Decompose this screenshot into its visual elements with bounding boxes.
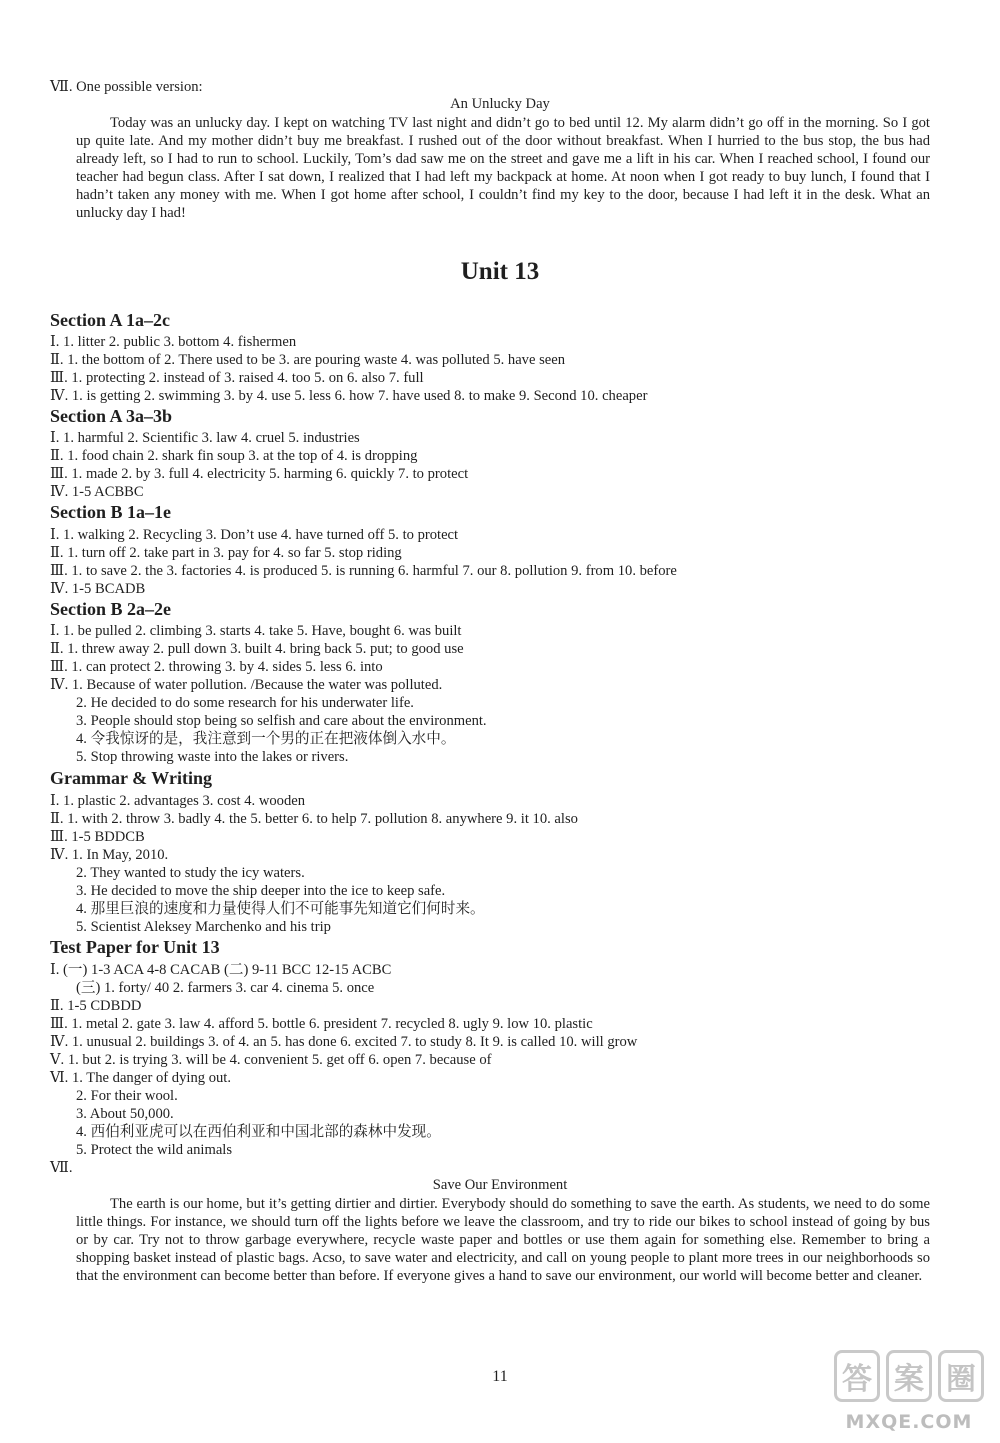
- section-title: Section B 2a–2e: [50, 599, 171, 619]
- answer-line: Ⅳ. 1. Because of water pollution. /Because the water was polluted.: [50, 677, 443, 693]
- answer-line: 3. He decided to move the ship deeper into the ice to keep safe.: [76, 883, 446, 899]
- essay-title-environment: Save Our Environment: [432, 1177, 568, 1193]
- page-number: 11: [492, 1368, 508, 1385]
- watermark-char: 圈: [938, 1350, 984, 1402]
- answer-line: Ⅲ. 1-5 BDDCB: [50, 829, 145, 845]
- answer-line: Ⅰ. 1. walking 2. Recycling 3. Don’t use 4. have turned off 5. to protect: [50, 527, 459, 543]
- answer-line: Ⅲ. 1. to save 2. the 3. factories 4. is produced 5. is running 6. harmful 7. our 8. pollution 9. from 10. before: [50, 563, 677, 579]
- answer-line: 5. Protect the wild animals: [76, 1142, 233, 1158]
- answer-line: Ⅰ. (一) 1-3 ACA 4-8 CACAB (二) 9-11 BCC 12-15 ACBC: [50, 962, 392, 978]
- answer-line: 4. 那里巨浪的速度和力量使得人们不可能事先知道它们何时来。: [76, 901, 485, 917]
- answer-line: Ⅲ. 1. protecting 2. instead of 3. raised 4. too 5. on 6. also 7. full: [50, 370, 424, 386]
- watermark-char: 案: [886, 1350, 932, 1402]
- answer-line: 5. Stop throwing waste into the lakes or rivers.: [76, 749, 349, 765]
- unit-title: Unit 13: [460, 258, 540, 285]
- section-title: Section B 1a–1e: [50, 502, 171, 522]
- answer-line: 4. 西伯利亚虎可以在西伯利亚和中国北部的森林中发现。: [76, 1124, 441, 1140]
- answer-line: Ⅲ. 1. can protect 2. throwing 3. by 4. sides 5. less 6. into: [50, 659, 383, 675]
- answer-label-vii: Ⅶ.: [50, 1160, 73, 1176]
- answer-line: Ⅱ. 1. food chain 2. shark fin soup 3. at the top of 4. is dropping: [50, 448, 418, 464]
- answer-line: Ⅳ. 1. In May, 2010.: [50, 847, 169, 863]
- answer-line: 4. 令我惊讶的是，我注意到一个男的正在把液体倒入水中。: [76, 731, 456, 747]
- answer-line: Ⅰ. 1. harmful 2. Scientific 3. law 4. cruel 5. industries: [50, 430, 360, 446]
- answer-line: Ⅲ. 1. made 2. by 3. full 4. electricity 5. harming 6. quickly 7. to protect: [50, 466, 469, 482]
- answer-line: 3. People should stop being so selfish and care about the environment.: [76, 713, 487, 729]
- answer-line: Ⅰ. 1. litter 2. public 3. bottom 4. fishermen: [50, 334, 297, 350]
- watermark-url: MXQE.COM: [845, 1411, 973, 1433]
- section-title: Grammar & Writing: [50, 768, 212, 788]
- answer-line: Ⅳ. 1. unusual 2. buildings 3. of 4. an 5. has done 6. excited 7. to study 8. It 9. is called 10. will grow: [50, 1034, 638, 1050]
- answer-line: 2. They wanted to study the icy waters.: [76, 865, 305, 881]
- answer-line: Ⅱ. 1-5 CDBDD: [50, 998, 142, 1014]
- answer-line: Ⅰ. 1. be pulled 2. climbing 3. starts 4. take 5. Have, bought 6. was built: [50, 623, 462, 639]
- answer-line: Ⅰ. 1. plastic 2. advantages 3. cost 4. wooden: [50, 793, 306, 809]
- answer-line: Ⅳ. 1-5 BCADB: [50, 581, 146, 597]
- answer-line: Ⅱ. 1. the bottom of 2. There used to be 3. are pouring waste 4. was polluted 5. have seen: [50, 352, 566, 368]
- section-title: Test Paper for Unit 13: [50, 937, 220, 957]
- answer-line: (三) 1. forty/ 40 2. farmers 3. car 4. cinema 5. once: [76, 980, 375, 996]
- answer-line: 2. He decided to do some research for his underwater life.: [76, 695, 414, 711]
- essay-environment: The earth is our home, but it’s getting dirtier and dirtier. Everybody should do something to save the earth. As students, we need to do some little things. For instance, we should turn off the lights before we leave the classroom, and try to ride our bikes to school instead of going by bus or by car. Try not to throw garbage everywhere, recycle waste paper and bottles or use them again for something else. Remember to bring a shopping basket instead of plastic bags. Acso, to save water and electricity, and call on young people to plant more trees in our neighborhoods so that the environment can become better than before. If everyone gives a hand to save our environment, our world will become better and cleaner.: [76, 1196, 930, 1284]
- answer-line: Ⅳ. 1-5 ACBBC: [50, 484, 144, 500]
- answer-line: 5. Scientist Aleksey Marchenko and his trip: [76, 919, 331, 935]
- answer-line: Ⅴ. 1. but 2. is trying 3. will be 4. convenient 5. get off 6. open 7. because of: [50, 1052, 492, 1068]
- section-title: Section A 3a–3b: [50, 406, 173, 426]
- answer-line: Ⅱ. 1. turn off 2. take part in 3. pay for 4. so far 5. stop riding: [50, 545, 402, 561]
- watermark-logo: [834, 1345, 984, 1433]
- answer-line: 3. About 50,000.: [76, 1106, 174, 1122]
- essay-title-unlucky-day: An Unlucky Day: [450, 96, 550, 112]
- answer-line: 2. For their wool.: [76, 1088, 178, 1104]
- watermark-char: 答: [834, 1350, 880, 1402]
- answer-line: Ⅵ. 1. The danger of dying out.: [50, 1070, 231, 1086]
- answer-line: Ⅳ. 1. is getting 2. swimming 3. by 4. use 5. less 6. how 7. have used 8. to make 9. Second 10. cheaper: [50, 388, 648, 404]
- section-title: Section A 1a–2c: [50, 310, 170, 330]
- essay-unlucky-day: Today was an unlucky day. I kept on watching TV last night and didn’t go to bed until 12. My alarm didn’t go off in the morning. So I got up quite late. And my mother didn’t buy me breakfast. I rushed out of the door without breakfast. When I hurried to the bus stop, the bus had already left, so I had to run to school. Luckily, Tom’s dad saw me on the street and gave me a lift in his car. When I reached school, I found our teacher had begun class. After I sat down, I realized that I had left my backpack at home. At noon when I got ready to buy lunch, I found that I hadn’t taken any money with me. When I got home after school, I couldn’t find my key to the door, because I had left it in the desk. What an unlucky day I had!: [76, 115, 930, 221]
- answer-line: Ⅱ. 1. with 2. throw 3. badly 4. the 5. better 6. to help 7. pollution 8. anywhere 9. it 10. also: [50, 811, 578, 827]
- version-heading: Ⅶ. One possible version:: [50, 79, 203, 95]
- answer-line: Ⅱ. 1. threw away 2. pull down 3. built 4. bring back 5. put; to good use: [50, 641, 464, 657]
- answer-line: Ⅲ. 1. metal 2. gate 3. law 4. afford 5. bottle 6. president 7. recycled 8. ugly 9. low 10. plastic: [50, 1016, 593, 1032]
